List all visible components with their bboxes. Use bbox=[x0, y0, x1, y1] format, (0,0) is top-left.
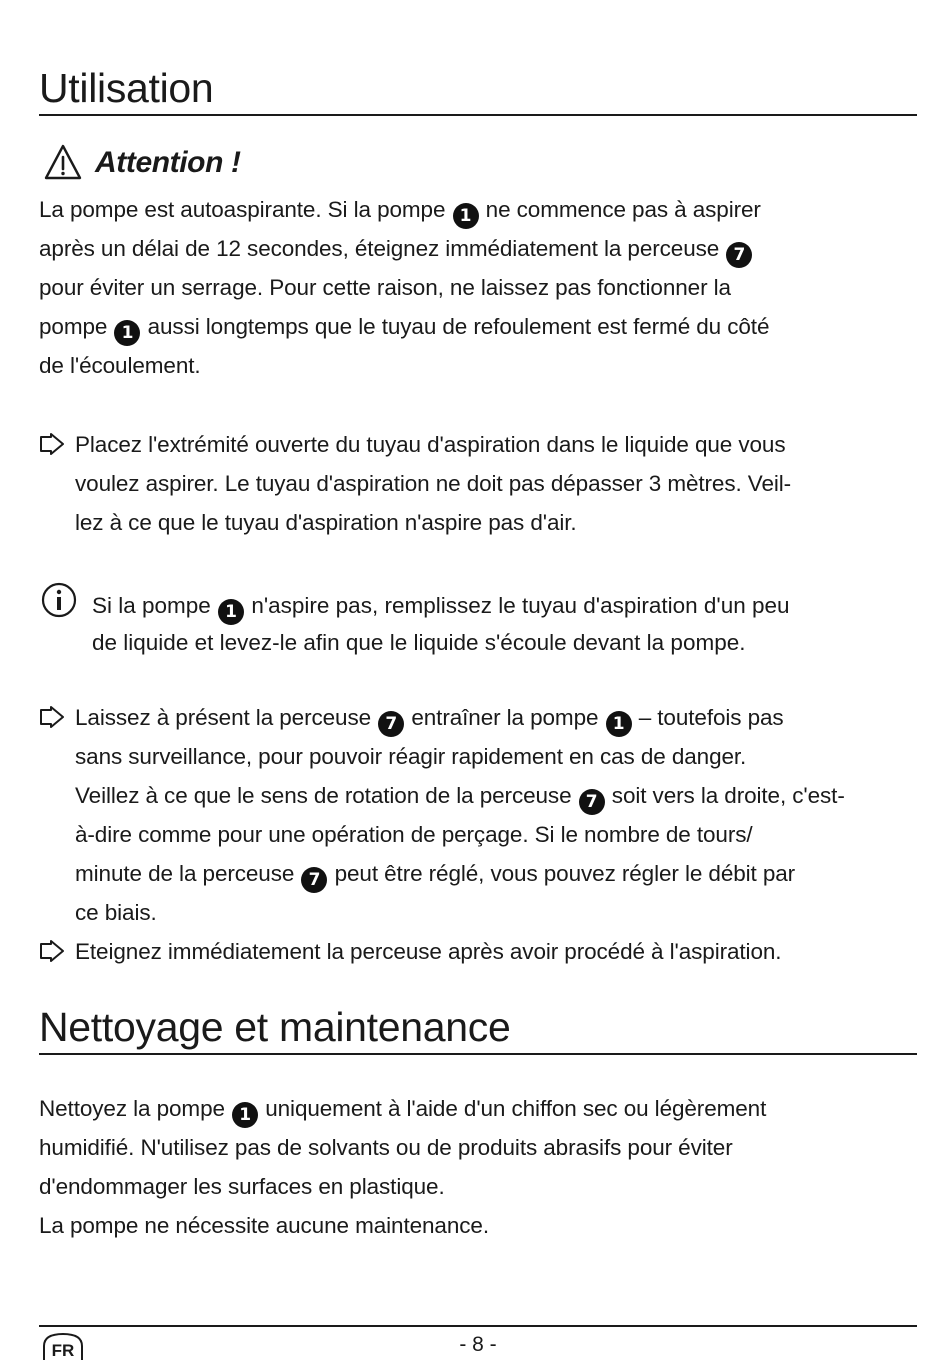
text-segment: uniquement à l'aide d'un chiffon sec ou légèrement bbox=[259, 1096, 767, 1121]
text-segment: de l'écoulement. bbox=[39, 353, 201, 378]
text-segment: Si la pompe bbox=[92, 593, 218, 618]
part-number-badge: 1 bbox=[218, 599, 244, 625]
text-segment: La pompe ne nécessite aucune maintenance. bbox=[39, 1213, 489, 1238]
text-segment: Laissez à présent la perceuse bbox=[75, 705, 378, 730]
text-segment: minute de la perceuse bbox=[75, 861, 301, 886]
text-segment: pompe bbox=[39, 314, 114, 339]
text-segment: n'aspire pas, remplissez le tuyau d'aspiration d'un peu bbox=[245, 593, 790, 618]
part-number-badge: 1 bbox=[606, 711, 632, 737]
part-number-badge: 1 bbox=[453, 203, 479, 229]
text-segment: entraîner la pompe bbox=[405, 705, 605, 730]
text-segment: La pompe est autoaspirante. Si la pompe bbox=[39, 197, 452, 222]
part-number-badge: 1 bbox=[114, 320, 140, 346]
text-line bbox=[75, 893, 917, 932]
text-segment: – toutefois pas bbox=[632, 705, 784, 730]
text-segment: ne commence pas à aspirer bbox=[479, 197, 761, 222]
text-segment: après un délai de 12 secondes, éteignez immédiatement la perceuse bbox=[39, 236, 726, 261]
text-line bbox=[75, 503, 917, 542]
text-line bbox=[75, 698, 917, 737]
section-title-utilisation: Utilisation bbox=[39, 65, 214, 111]
text-line bbox=[39, 307, 917, 346]
text-segment: lez à ce que le tuyau d'aspiration n'aspire pas d'air. bbox=[75, 510, 577, 535]
text-line bbox=[92, 625, 917, 661]
text-line bbox=[39, 346, 917, 385]
section-title-nettoyage: Nettoyage et maintenance bbox=[39, 1004, 511, 1050]
text-line bbox=[39, 190, 917, 229]
text-segment: d'endommager les surfaces en plastique. bbox=[39, 1174, 445, 1199]
text-segment: peut être réglé, vous pouvez régler le débit par bbox=[328, 861, 796, 886]
info-note bbox=[39, 580, 917, 661]
text-line bbox=[39, 268, 917, 307]
text-segment: aussi longtemps que le tuyau de refoulement est fermé du côté bbox=[141, 314, 770, 339]
text-line bbox=[75, 815, 917, 854]
text-segment: Veillez à ce que le sens de rotation de la perceuse bbox=[75, 783, 578, 808]
text-segment: de liquide et levez-le afin que le liquide s'écoule devant la pompe. bbox=[92, 630, 746, 655]
arrow-right-icon bbox=[39, 940, 65, 962]
text-segment: Eteignez immédiatement la perceuse après avoir procédé à l'aspiration. bbox=[75, 939, 782, 964]
text-line bbox=[39, 1167, 917, 1206]
title-divider bbox=[39, 114, 917, 116]
text-segment: ce biais. bbox=[75, 900, 157, 925]
text-segment: soit vers la droite, c'est- bbox=[605, 783, 845, 808]
instruction-step-1 bbox=[39, 425, 917, 542]
arrow-right-icon bbox=[39, 706, 65, 728]
text-line bbox=[75, 932, 917, 971]
part-number-badge: 7 bbox=[301, 867, 327, 893]
part-number-badge: 7 bbox=[726, 242, 752, 268]
text-line bbox=[39, 1128, 917, 1167]
text-segment: sans surveillance, pour pouvoir réagir rapidement en cas de danger. bbox=[75, 744, 747, 769]
arrow-right-icon bbox=[39, 433, 65, 455]
footer-divider bbox=[39, 1325, 917, 1327]
manual-page bbox=[39, 0, 917, 1360]
warning-triangle-icon bbox=[43, 143, 83, 183]
text-segment: voulez aspirer. Le tuyau d'aspiration ne doit pas dépasser 3 mètres. Veil- bbox=[75, 471, 792, 496]
warning-heading bbox=[43, 141, 241, 185]
info-circle-icon bbox=[41, 582, 77, 618]
part-number-badge: 7 bbox=[579, 789, 605, 815]
text-line bbox=[39, 1089, 917, 1128]
text-segment: Placez l'extrémité ouverte du tuyau d'aspiration dans le liquide que vous bbox=[75, 432, 786, 457]
text-line bbox=[75, 737, 917, 776]
text-line bbox=[39, 1206, 917, 1245]
text-segment: humidifié. N'utilisez pas de solvants ou de produits abrasifs pour éviter bbox=[39, 1135, 733, 1160]
text-segment: pour éviter un serrage. Pour cette raison, ne laissez pas fonctionner la bbox=[39, 275, 731, 300]
text-segment: à-dire comme pour une opération de perçage. Si le nombre de tours/ bbox=[75, 822, 753, 847]
instruction-step-3 bbox=[39, 932, 917, 971]
warning-title: Attention ! bbox=[95, 146, 241, 179]
text-line bbox=[75, 425, 917, 464]
text-line bbox=[92, 588, 917, 625]
part-number-badge: 1 bbox=[232, 1102, 258, 1128]
instruction-step-2 bbox=[39, 698, 917, 932]
text-segment: Nettoyez la pompe bbox=[39, 1096, 232, 1121]
text-line bbox=[39, 229, 917, 268]
warning-text bbox=[39, 190, 917, 385]
page-number: - 8 - bbox=[459, 1333, 497, 1356]
text-line bbox=[75, 464, 917, 503]
text-line bbox=[75, 854, 917, 893]
title-divider bbox=[39, 1053, 917, 1055]
language-code: FR bbox=[51, 1341, 75, 1360]
part-number-badge: 7 bbox=[378, 711, 404, 737]
cleaning-text bbox=[39, 1089, 917, 1245]
text-line bbox=[75, 776, 917, 815]
